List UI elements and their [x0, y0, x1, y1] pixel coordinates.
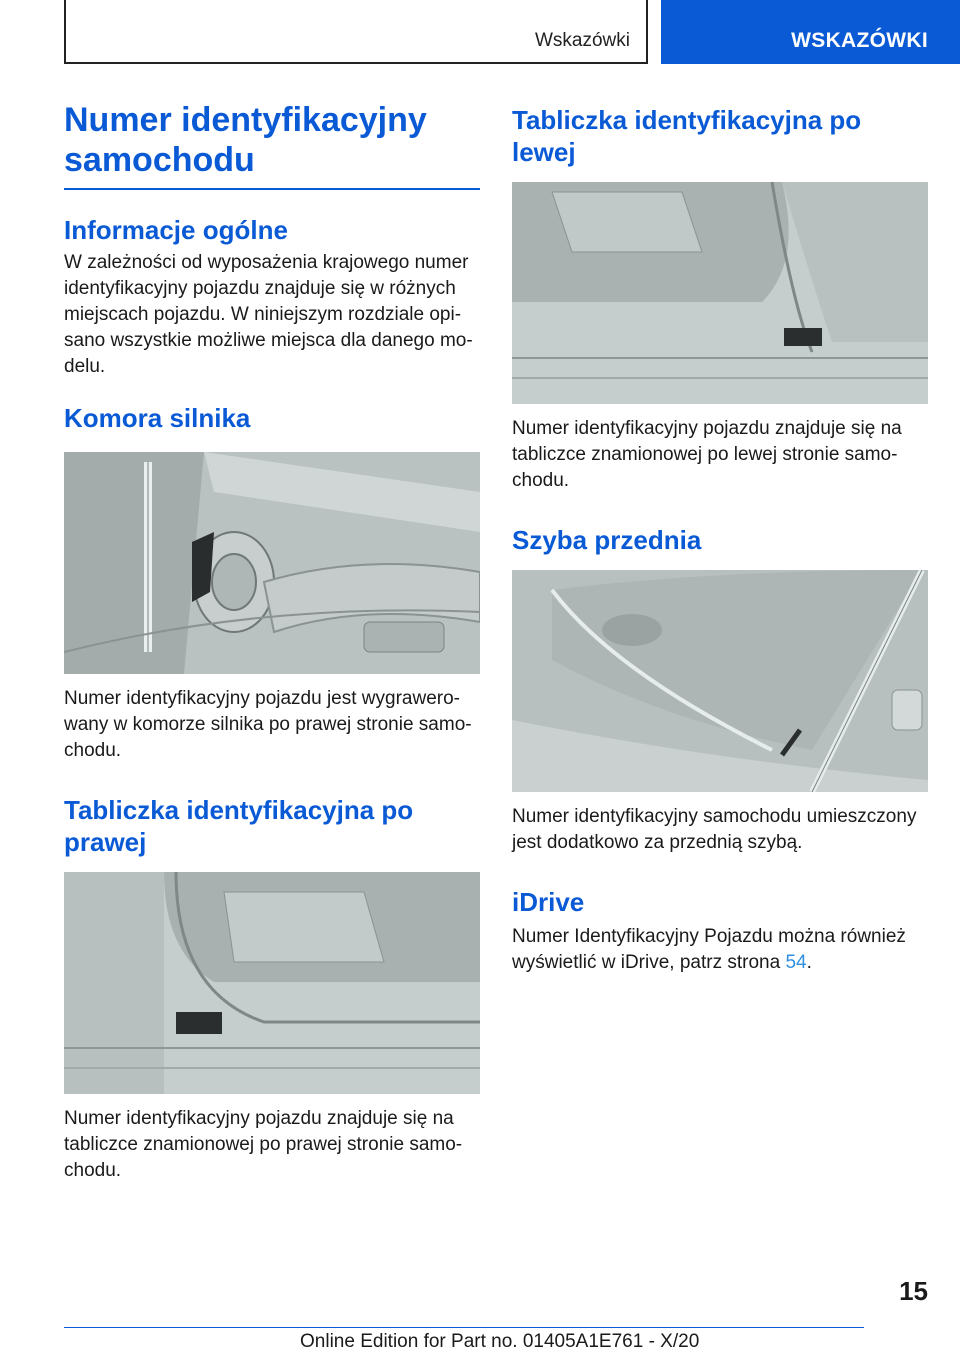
idrive-text-main: Numer Identyfikacyjny Pojazdu można również wyświetlić w iDrive, patrz strona — [512, 926, 906, 973]
left-column — [64, 100, 480, 1184]
engine-text: Numer identyfikacyjny pojazdu jest wygrawero-wany w komorze silnika po prawej stronie samo-chodu. — [64, 688, 472, 761]
engine-heading: Komora silnika — [64, 403, 251, 433]
idrive-heading: iDrive — [512, 887, 585, 917]
header-section-box — [64, 0, 648, 64]
left-plate-image — [512, 182, 928, 404]
header-chapter-tab[interactable] — [661, 0, 960, 64]
header-section-label: Wskazówki — [534, 30, 630, 51]
windshield-text: Numer identyfikacyjny samochodu umieszczony jest dodatkowo za przednią szybą. — [512, 806, 917, 853]
footer-edition: Online Edition for Part no. 01405A1E761 - X/20 — [300, 1331, 700, 1352]
left-plate-text: Numer identyfikacyjny pojazdu znajduje się na tabliczce znamionowej po lewej stronie samo-chodu. — [512, 418, 902, 491]
right-plate-heading: Tabliczka identyfikacyjna po prawej — [64, 795, 414, 857]
header-chapter-label: WSKAZÓWKI — [791, 29, 928, 52]
page-number: 15 — [899, 1276, 928, 1306]
right-column — [512, 100, 928, 976]
idrive-text-end: . — [806, 952, 812, 973]
right-plate-text: Numer identyfikacyjny pojazdu znajduje się na tabliczce znamionowej po prawej stronie samo-chodu. — [64, 1108, 463, 1181]
engine-compartment-image — [64, 452, 480, 674]
windshield-heading: Szyba przednia — [512, 525, 702, 555]
idrive-text — [512, 924, 928, 976]
page-title: Numer identyfikacyjny samochodu — [64, 100, 480, 190]
windshield-image — [512, 570, 928, 792]
footer-divider — [64, 1327, 864, 1328]
left-plate-heading: Tabliczka identyfikacyjna po lewej — [512, 105, 862, 167]
idrive-page-link[interactable]: 54 — [785, 952, 807, 973]
right-plate-image — [64, 872, 480, 1094]
general-heading: Informacje ogólne — [64, 215, 288, 245]
general-text: W zależności od wyposażenia krajowego numer identyfikacyjny pojazdu znajduje się w różnych miejscach pojazdu. W niniejszym rozdziale opi-sano wszystkie możliwe miejsca dla danego mo-delu. — [64, 252, 473, 377]
